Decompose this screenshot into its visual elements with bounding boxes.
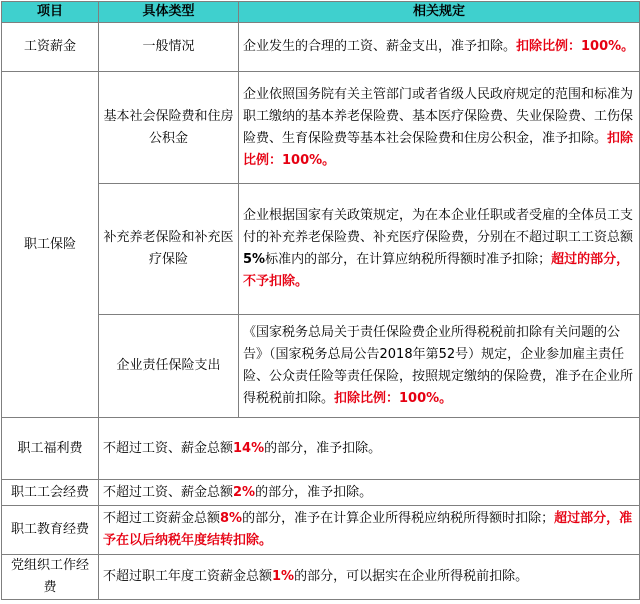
table-row-party bbox=[2, 555, 640, 600]
rule-liability-insurance bbox=[239, 315, 640, 418]
header-type: 具体类型 bbox=[99, 2, 239, 23]
rule-supplementary-insurance bbox=[239, 184, 640, 315]
table-row-insurance-basic bbox=[2, 72, 640, 184]
type-general: 一般情况 bbox=[99, 23, 239, 72]
rule-highlight: 1% bbox=[272, 569, 295, 584]
header-rule: 相关规定 bbox=[239, 2, 640, 23]
rule-highlight: 超过的部分，不予扣除。 bbox=[243, 252, 630, 289]
rule-text: 不超过工资、薪金总额 bbox=[103, 440, 234, 456]
rule-education bbox=[99, 506, 640, 555]
rule-text: 的部分，准予扣除。 bbox=[255, 484, 373, 500]
rule-text: 企业发生的合理的工资、薪金支出，准予扣除。 bbox=[243, 39, 517, 54]
item-welfare: 职工福利费 bbox=[2, 418, 99, 480]
rule-text: 《国家税务总局关于责任保险费企业所得税税前扣除有关问题的公告》（国家税务总局公告2018年第52号）规定，企业参加雇主责任险、公众责任险等责任保险，按照规定缴纳的保险费，准予在企业所得税税前扣除。 bbox=[243, 325, 634, 406]
rule-welfare bbox=[99, 418, 640, 480]
item-education: 职工教育经费 bbox=[2, 506, 99, 555]
rule-text: 的部分，准予在计算企业所得税应纳税所得额时扣除； bbox=[242, 511, 555, 526]
rule-text: 标准内的部分，在计算应纳税所得额时准予扣除； bbox=[265, 252, 552, 267]
rule-highlight: 超过部分，准予在以后纳税年度结转扣除。 bbox=[103, 511, 633, 548]
rule-text: 企业依照国务院有关主管部门或者省级人民政府规定的范围和标准为职工缴纳的基本养老保险费、基本医疗保险费、失业保险费、工伤保险费、生育保险费等基本社会保险费和住房公积金，准予扣除。 bbox=[243, 86, 634, 146]
rule-text: 的部分，准予扣除。 bbox=[264, 440, 382, 456]
rule-text: 企业根据国家有关政策规定，为在本企业任职或者受雇的全体员工支付的补充养老保险费、补充医疗保险费，分别在不超过职工工资总额 bbox=[243, 208, 634, 245]
header-item: 项目 bbox=[2, 2, 99, 23]
deduction-table bbox=[1, 1, 640, 600]
rule-union bbox=[99, 480, 640, 506]
item-insurance: 职工保险 bbox=[2, 72, 99, 418]
rule-text: 不超过工资、薪金总额 bbox=[103, 484, 234, 500]
type-basic-insurance: 基本社会保险费和住房公积金 bbox=[99, 72, 239, 184]
rule-party bbox=[99, 555, 640, 600]
item-union: 职工工会经费 bbox=[2, 480, 99, 506]
rule-bold-percent: 5% bbox=[243, 252, 266, 267]
type-supplementary-insurance: 补充养老保险和补充医疗保险 bbox=[99, 184, 239, 315]
type-liability-insurance: 企业责任保险支出 bbox=[99, 315, 239, 418]
table-row-salary bbox=[2, 23, 640, 72]
rule-text: 的部分，可以据实在企业所得税前扣除。 bbox=[294, 569, 529, 584]
rule-text: 不超过职工年度工资薪金总额 bbox=[103, 569, 273, 584]
header-row bbox=[2, 2, 640, 23]
rule-basic-insurance bbox=[239, 72, 640, 184]
rule-highlight: 扣除比例：100%。 bbox=[334, 391, 453, 406]
rule-text: 不超过工资薪金总额 bbox=[103, 511, 221, 526]
rule-highlight: 扣除比例：100%。 bbox=[243, 130, 634, 168]
item-salary: 工资薪金 bbox=[2, 23, 99, 72]
rule-highlight: 扣除比例：100%。 bbox=[516, 39, 635, 54]
rule-salary bbox=[239, 23, 640, 72]
rule-highlight: 14% bbox=[233, 440, 265, 456]
rule-highlight: 8% bbox=[220, 511, 243, 526]
item-party: 党组织工作经费 bbox=[2, 555, 99, 600]
table-row-union bbox=[2, 480, 640, 506]
table-row-education bbox=[2, 506, 640, 555]
table-row-welfare bbox=[2, 418, 640, 480]
rule-highlight: 2% bbox=[233, 484, 256, 500]
